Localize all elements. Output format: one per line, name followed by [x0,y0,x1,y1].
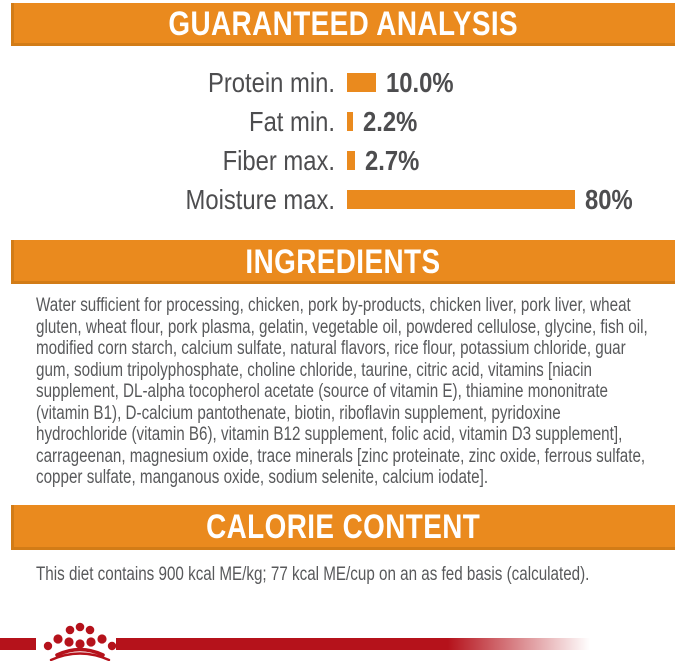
analysis-bar [347,73,376,92]
ingredients-title: INGREDIENTS [245,242,441,281]
ingredients-paragraph: Water sufficient for processing, chicken, pork by-products, chicken liver, pork liver, wheat gluten, wheat flour, pork plasma, gelatin, vegetable oil, powdered cellulose, glycine, fish oil, modified corn starch, calcium sulfate, natural flavors, rice flour, potassium chloride, guar gum, sodium tripolyphosphate, choline chloride, taurine, citric acid, vitamins [niacin supplement, DL-alpha tocopherol acetate (source of vitamin E), thiamine mononitrate (vitamin B1), D-calcium pantothenate, biotin, riboflavin supplement, pyridoxine hydrochloride (vitamin B6), vitamin B12 supplement, folic acid, vitamin D3 supplement], carrageenan, magnesium oxide, trace minerals [zinc proteinate, zinc oxide, ferrous sulfate, copper sulfate, manganous oxide, sodium selenite, calcium iodate]. [36,295,648,488]
analysis-row-fat [0,102,679,141]
analysis-label: Fat min. [249,105,335,137]
analysis-label: Fiber max. [222,144,335,176]
guaranteed-analysis-title: GUARANTEED ANALYSIS [168,5,518,43]
guaranteed-analysis-chart [0,63,679,219]
guaranteed-analysis-banner [11,3,675,46]
analysis-row-fiber [0,141,679,180]
footer-stripe-right [116,638,590,650]
royal-canin-crown-icon [42,620,118,661]
analysis-bar [347,112,353,131]
analysis-bar [347,151,355,170]
analysis-value: 80% [585,183,633,215]
analysis-row-moisture [0,180,679,219]
ingredients-banner [11,240,675,284]
analysis-bar [347,190,575,209]
analysis-label: Moisture max. [185,183,335,215]
analysis-value: 10.0% [386,66,454,98]
analysis-value: 2.2% [363,105,418,137]
analysis-label: Protein min. [208,66,335,98]
calorie-content-title: CALORIE CONTENT [205,508,481,546]
footer-stripe-left [0,638,36,650]
calorie-content-text: This diet contains 900 kcal ME/kg; 77 kcal ME/cup on an as fed basis (calculated). [36,564,590,585]
analysis-value: 2.7% [365,144,420,176]
calorie-content-banner [11,505,675,550]
analysis-row-protein [0,63,679,102]
